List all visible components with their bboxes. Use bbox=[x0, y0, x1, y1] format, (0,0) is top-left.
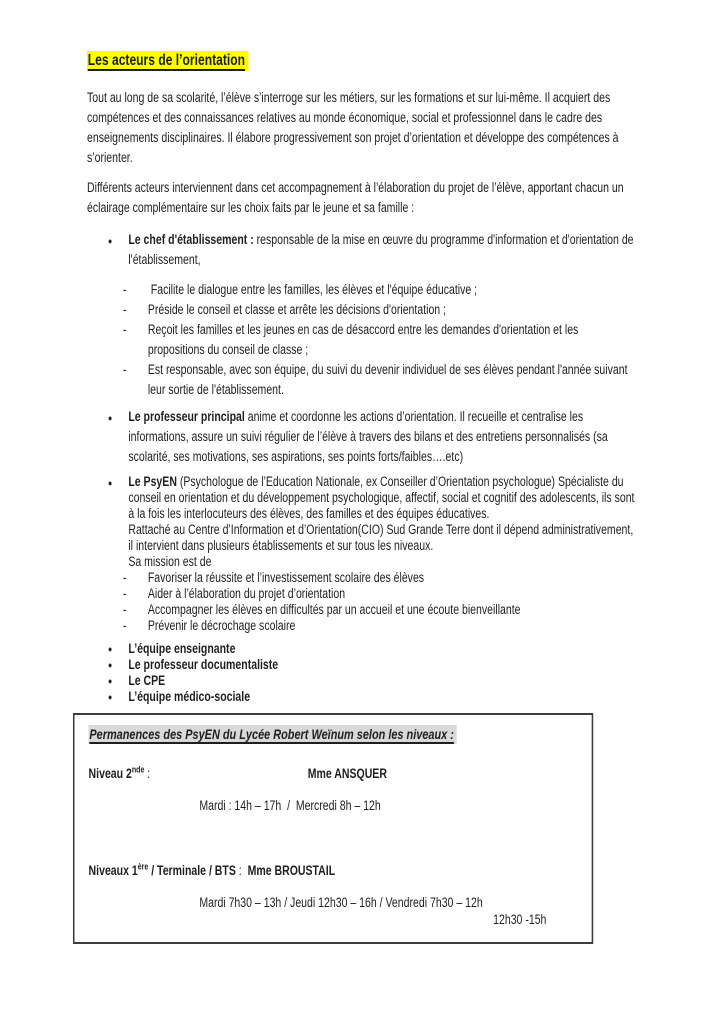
niveaux-superieurs-row bbox=[89, 862, 578, 879]
actor-description: anime et coordonne les actions d’orientation. Il recueille et centralise les informations, assure un suivi régulier de l’élève à travers des bilans et des entretiens personnalisés (sa scolarité, ses motivations, ses aspirations, ses points forts/faibles….etc) bbox=[128, 409, 611, 464]
label-colon: : bbox=[235, 863, 248, 878]
chef-duties-list bbox=[87, 280, 637, 400]
duty-item: - Facilite le dialogue entre les familles, les élèves et l'équipe éducative ; bbox=[87, 280, 637, 300]
other-actors-list bbox=[87, 641, 637, 705]
bullet-professeur-principal bbox=[87, 407, 637, 467]
mission-item: - Aider à l’élaboration du projet d’orientation bbox=[87, 586, 637, 602]
psyen-missions-list bbox=[87, 570, 637, 634]
highlighted-title-text: Les acteurs de l’orientation bbox=[87, 51, 248, 71]
psyen-name-ansquer: Mme ANSQUER bbox=[307, 766, 387, 781]
bullet-professeur-documentaliste: ● Le professeur documentaliste bbox=[87, 657, 637, 673]
niveau-seconde-label: Niveau 2nde bbox=[88, 764, 145, 781]
intro-paragraph-1: Tout au long de sa scolarité, l’élève s’interroge sur les métiers, sur les formations et sur lui-même. Il acquiert des compétences et des connaissances relatives au monde économique, social et professionnel dans le cadre des enseignements disciplinaires. Il élabore progressivement son projet d’orientation et développe des compétences à s’orienter. bbox=[87, 90, 619, 165]
bullet-equipe-enseignante: ● L’équipe enseignante bbox=[87, 641, 637, 657]
psyen-name-broustail: Mme BROUSTAIL bbox=[247, 863, 336, 878]
psyen-intro bbox=[128, 474, 637, 522]
duty-item: - Préside le conseil et classe et arrête les décisions d'orientation ; bbox=[87, 300, 637, 320]
actor-name: Le PsyEN bbox=[128, 474, 177, 489]
bullet-equipe-medico-sociale: ● L’équipe médico-sociale bbox=[87, 689, 637, 705]
niveaux-superieurs-label: Niveaux 1ère / Terminale / BTS bbox=[88, 861, 236, 878]
mission-item: - Favoriser la réussite et l’investissement scolaire des élèves bbox=[87, 570, 637, 586]
mission-item: - Accompagner les élèves en difficultés par un accueil et une écoute bienveillante bbox=[87, 602, 637, 618]
highlighted-heading-text: Permanences des PsyEN du Lycée Robert Weïnum selon les niveaux : bbox=[89, 725, 457, 744]
actor-name: Le chef d'établissement : bbox=[128, 232, 254, 247]
mission-item: - Prévenir le décrochage scolaire bbox=[87, 618, 637, 634]
actors-list bbox=[87, 230, 637, 634]
permanences-box bbox=[73, 713, 593, 944]
niveau-seconde-row bbox=[89, 765, 578, 782]
actor-name: Le professeur principal bbox=[128, 409, 245, 424]
duty-item: - Est responsable, avec son équipe, du suivi du devenir individuel de ses élèves pendant l'année suivant leur sortie de l'établissement. bbox=[87, 360, 637, 400]
superscript-nde: nde bbox=[131, 764, 145, 775]
seconde-hours: Mardi : 14h – 17h / Mercredi 8h – 12h bbox=[199, 798, 381, 813]
bullet-psyen bbox=[87, 474, 637, 634]
superscript-ere: ère bbox=[137, 861, 149, 872]
psyen-mission-lead: Sa mission est de bbox=[128, 554, 212, 569]
actor-description: (Psychologue de l’Education Nationale, ex Conseiller d’Orientation psychologue) Spécialiste du conseil en orientation et du développement psychologique, affectif, social et cognitif des adolescents, ils sont à la fois les interlocuteurs des élèves, des familles et des équipes éducatives. bbox=[128, 474, 638, 521]
label-colon: : bbox=[144, 766, 151, 781]
duty-item: - Reçoit les familles et les jeunes en cas de désaccord entre les demandes d'orientation et les propositions du conseil de classe ; bbox=[87, 320, 637, 360]
superieurs-hours-line1: Mardi 7h30 – 13h / Jeudi 12h30 – 16h / Vendredi 7h30 – 12h bbox=[199, 895, 483, 910]
bullet-cpe: ● Le CPE bbox=[87, 673, 637, 689]
page-title bbox=[87, 50, 637, 72]
psyen-cio-line: Rattaché au Centre d’Information et d’Orientation(CIO) Sud Grande Terre dont il dépend administrativement, il intervient dans plusieurs établissements et sur tous les niveaux. bbox=[128, 522, 634, 553]
superieurs-hours-line2: 12h30 -15h bbox=[493, 912, 547, 927]
bullet-chef-etablissement bbox=[87, 230, 637, 400]
actor-description: responsable de la mise en œuvre du programme d'information et d'orientation de l'établissement, bbox=[128, 232, 637, 267]
document-content bbox=[87, 50, 637, 944]
permanences-heading bbox=[89, 726, 578, 743]
intro-paragraph-2: Différents acteurs interviennent dans cet accompagnement à l’élaboration du projet de l’élève, apportant chacun un éclairage complémentaire sur les choix faits par le jeune et sa famille : bbox=[87, 180, 624, 215]
